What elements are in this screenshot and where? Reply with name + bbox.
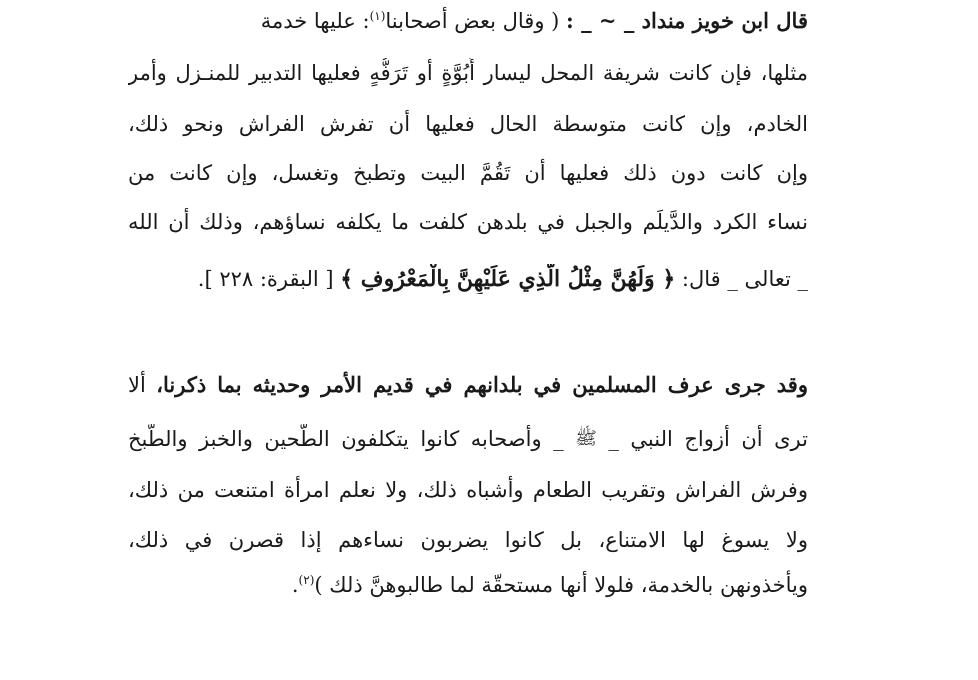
prophet-honorific-glyph: ﷺ (575, 428, 597, 449)
footnote-marker-1: (١) (369, 9, 386, 23)
paragraph2-line5-text-a: ويأخذونهن بالخدمة، فلولا أنها مستحقّة لما طالبوهنَّ ذلك ) (314, 573, 808, 597)
paragraph1-line1 (128, 6, 808, 36)
paragraph1-line1-text-b: : عليها خدمة (260, 9, 370, 33)
verse-reference: [ البقرة: ٢٢٨ ]. (197, 267, 334, 291)
paragraph2-line2 (128, 424, 808, 456)
paragraph2-line3: وفرش الفراش وتقريب الطعام وأشباه ذلك، ولا نعلم امرأة امتنعت من ذلك، (128, 478, 808, 502)
paragraph1-line6-text-a: _ تعالى _ قال: (681, 267, 808, 291)
footnote-marker-2: (٢) (298, 573, 315, 587)
quran-verse: ﴿ وَلَهُنَّ مِثْلُ الَّذِي عَلَيْهِنَّ بِالْمَعْرُوفِ ﴾ (340, 266, 676, 292)
paragraph2-line4: ولا يسوغ لها الامتناع، بل كانوا يضربون نساءهم إذا قصرن في ذلك، (128, 528, 808, 552)
speaker-heading: قال ابن خويز منداد _ ~ _ : (566, 8, 808, 33)
paragraph1-line2: مثلها، فإن كانت شريفة المحل ليسار أُبُوَّةٍ أو تَرَفُّهٍ فعليها التدبير للمنـزل وأمر (128, 61, 808, 85)
paragraph1-line6 (128, 264, 808, 294)
paragraph2-line5 (128, 570, 808, 600)
paragraph2-line2-text-b: _ وأصحابه كانوا يتكلفون الطَّحين والخبز والطَّبخ (128, 427, 564, 451)
paragraph2-line5-text-b: . (291, 573, 299, 597)
paragraph1-line4: وإن كانت دون ذلك فعليها أن تَقُمَّ البيت وتطبخ وتغسل، وإن كانت من (128, 161, 808, 185)
paragraph1-line1-text-a: ( وقال بعض أصحابنا (385, 9, 560, 33)
paragraph2-lead-heading: وقد جرى عرف المسلمين في بلدانهم في قديم الأمر وحديثه بما ذكرنا، (156, 372, 808, 397)
paragraph2-line2-text-a: ترى أن أزواج النبي _ (608, 427, 808, 451)
paragraph2-line1 (128, 370, 808, 400)
paragraph2-line1-text-a: ألا (128, 373, 146, 397)
paragraph1-line5: نساء الكرد والدَّيلَم والجبل في بلدهن كلفت ما يكلفه نساؤهم، وذلك أن الله (128, 210, 808, 234)
paragraph1-line3: الخادم، وإن كانت متوسطة الحال فعليها أن تفرش الفراش ونحو ذلك، (128, 112, 808, 136)
